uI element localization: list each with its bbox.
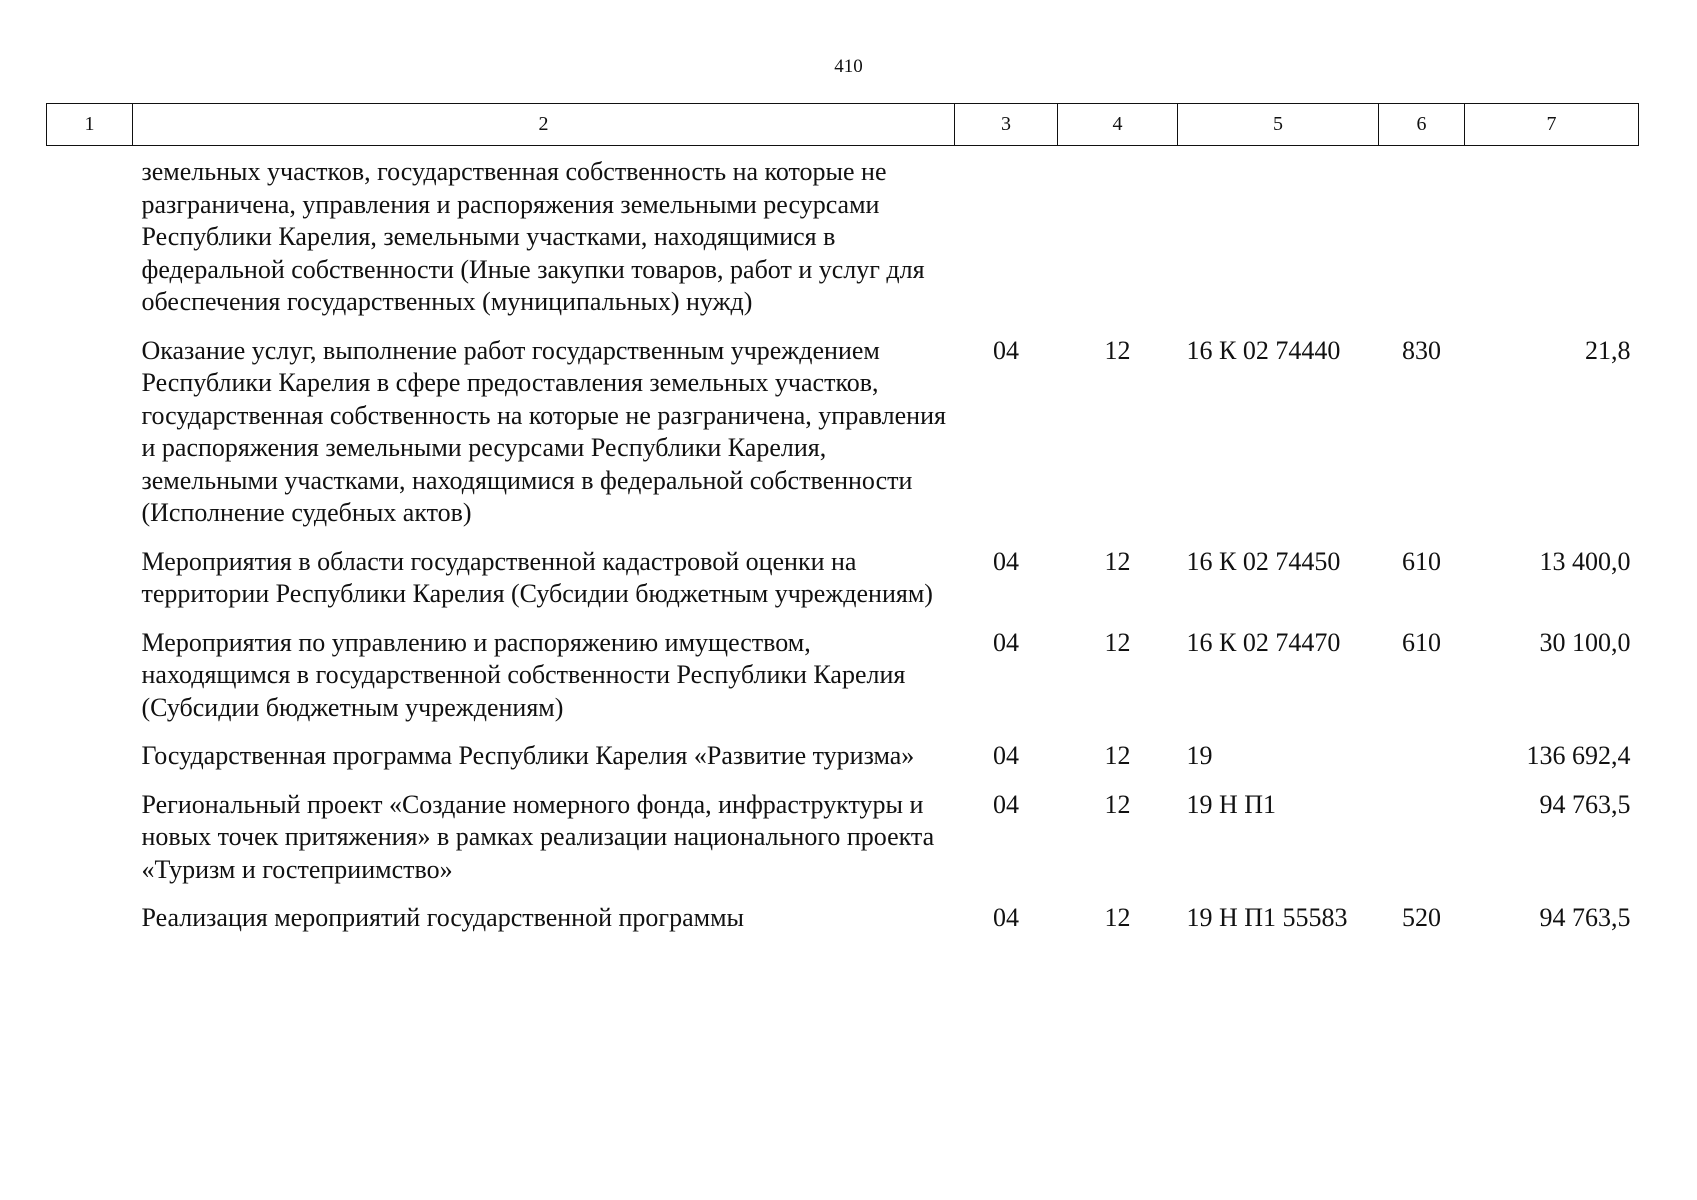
row-target-article: 19	[1186, 741, 1213, 770]
row-target-article: 16 К 02 74450	[1186, 546, 1341, 576]
row-expense-type: 610	[1402, 546, 1441, 576]
table-row	[47, 740, 1639, 789]
table-row	[47, 146, 1639, 335]
column-header-2: 2	[133, 104, 955, 146]
table-row	[47, 546, 1639, 627]
row-amount: 13 400,0	[1539, 546, 1631, 576]
table-row	[47, 335, 1639, 546]
row-section: 04	[993, 546, 1019, 576]
column-header-1: 1	[47, 104, 133, 146]
row-section	[955, 146, 1058, 335]
row-index-cell	[47, 902, 133, 951]
table-row	[47, 789, 1639, 903]
row-subsection: 12	[1104, 789, 1131, 819]
row-subsection: 12	[1104, 903, 1131, 932]
row-amount: 94 763,5	[1539, 789, 1631, 819]
row-section: 04	[993, 627, 1019, 657]
row-target-article	[1178, 146, 1379, 335]
row-description: Реализация мероприятий государственной программы	[141, 903, 744, 932]
row-description: Оказание услуг, выполнение работ государственным учреждением Республики Карелия в сфере предоставления земельных участков, государственная собственность на которые не разграничена, управления и распоряжения земельными ресурсами Республики Карелия, земельными участками, находящимися в федеральной собственности (Исполнение судебных актов)	[141, 335, 946, 527]
row-section: 04	[993, 335, 1019, 365]
row-subsection: 12	[1104, 741, 1131, 770]
row-expense-type: 830	[1402, 335, 1441, 365]
row-subsection: 12	[1104, 335, 1131, 365]
row-description: Государственная программа Республики Карелия «Развитие туризма»	[141, 741, 915, 770]
row-index-cell	[47, 740, 133, 789]
row-subsection: 12	[1104, 546, 1131, 576]
row-description: Мероприятия в области государственной кадастровой оценки на территории Республики Карелия (Субсидии бюджетным учреждениям)	[141, 546, 933, 608]
row-index-cell	[47, 789, 133, 903]
row-target-article: 16 К 02 74470	[1186, 627, 1341, 657]
row-index-cell	[47, 546, 133, 627]
row-index-cell	[47, 627, 133, 741]
row-subsection: 12	[1104, 627, 1131, 657]
table-header	[47, 104, 1639, 146]
row-section: 04	[993, 741, 1019, 770]
row-target-article: 19 Н П1 55583	[1186, 903, 1348, 932]
row-expense-type	[1379, 789, 1465, 903]
row-expense-type: 520	[1402, 903, 1441, 932]
row-amount: 94 763,5	[1539, 903, 1631, 932]
column-header-6: 6	[1379, 104, 1465, 146]
row-subsection	[1058, 146, 1178, 335]
table-body	[47, 146, 1639, 951]
column-header-5: 5	[1178, 104, 1379, 146]
row-section: 04	[993, 789, 1019, 819]
row-amount: 30 100,0	[1539, 627, 1631, 657]
row-index-cell	[47, 335, 133, 546]
row-expense-type: 610	[1402, 627, 1441, 657]
row-section: 04	[993, 903, 1019, 932]
column-header-3: 3	[955, 104, 1058, 146]
row-amount: 136 692,4	[1526, 741, 1631, 770]
row-description: Региональный проект «Создание номерного фонда, инфраструктуры и новых точек притяжения» в рамках реализации национального проекта «Туризм и гостеприимство»	[141, 789, 935, 884]
row-target-article: 16 К 02 74440	[1186, 335, 1341, 365]
row-expense-type	[1379, 146, 1465, 335]
table-row	[47, 627, 1639, 741]
row-description: земельных участков, государственная собственность на которые не разграничена, управления и распоряжения земельными ресурсами Республики Карелия, земельными участками, находящимися в федеральной собственности (Иные закупки товаров, работ и услуг для обеспечения государственных (муниципальных) нужд)	[141, 157, 925, 316]
row-index-cell	[47, 146, 133, 335]
row-amount: 21,8	[1585, 335, 1631, 365]
page-number: 410	[834, 56, 863, 77]
column-header-7: 7	[1465, 104, 1639, 146]
row-expense-type	[1379, 740, 1465, 789]
row-target-article: 19 Н П1	[1186, 789, 1277, 819]
header-row	[47, 104, 1639, 146]
row-description: Мероприятия по управлению и распоряжению имуществом, находящимся в государственной собственности Республики Карелия (Субсидии бюджетным учреждениям)	[141, 627, 906, 722]
row-amount	[1465, 146, 1639, 335]
budget-table	[46, 103, 1639, 951]
column-header-4: 4	[1058, 104, 1178, 146]
table-row	[47, 902, 1639, 951]
